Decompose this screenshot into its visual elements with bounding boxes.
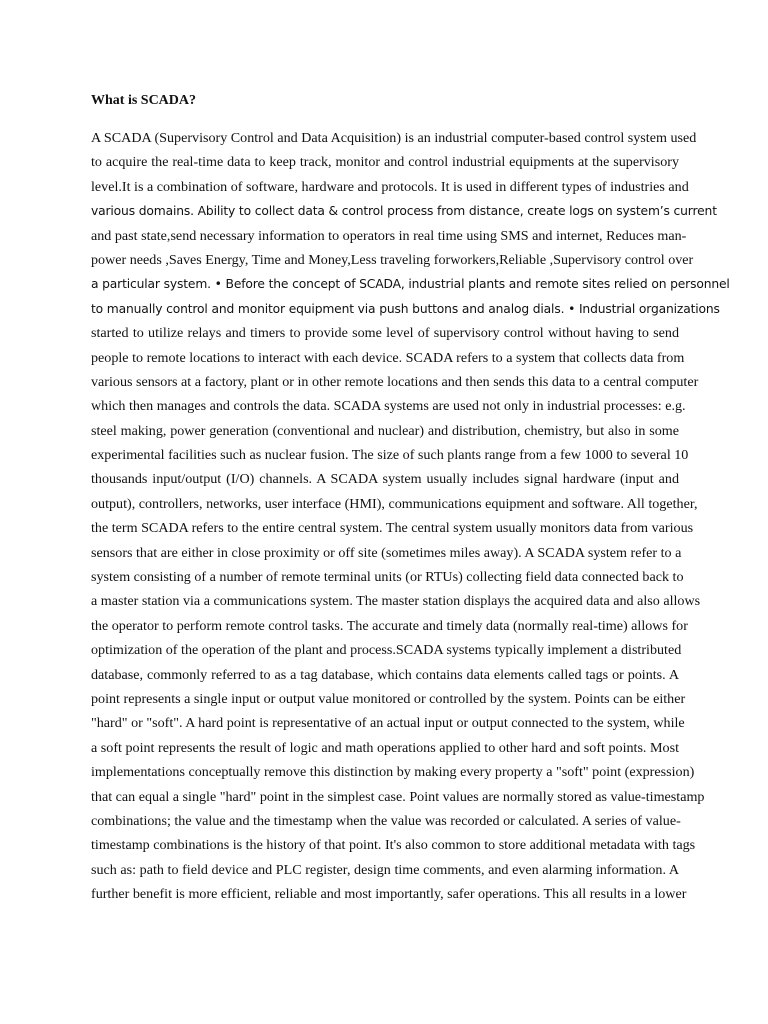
- text-line: various sensors at a factory, plant or in other remote locations and then sends this data to a central computer: [91, 373, 699, 390]
- text-line: implementations conceptually remove this distinction by making every property a "soft" point (expression): [91, 764, 695, 781]
- text-line: power needs ,Saves Energy, Time and Money,Less traveling forworkers,Reliable ,Supervisory control over: [91, 251, 694, 268]
- text-line: a master station via a communications system. The master station displays the acquired data and also allows: [91, 593, 701, 610]
- text-line: the term SCADA refers to the entire central system. The central system usually monitors data from various: [91, 520, 694, 537]
- text-line: to manually control and monitor equipment via push buttons and analog dials. • Industrial organizations: [91, 301, 720, 316]
- text-line: thousands input/output (I/O) channels. A SCADA system usually includes signal hardware (input and: [91, 471, 679, 488]
- text-line: a soft point represents the result of logic and math operations applied to other hard and soft points. Most: [91, 739, 679, 756]
- text-line: various domains. Ability to collect data & control process from distance, create logs on system’s current: [91, 204, 717, 219]
- text-line: and past state,send necessary information to operators in real time using SMS and internet, Reduces man-: [91, 227, 687, 244]
- text-line: sensors that are either in close proximity or off site (sometimes miles away). A SCADA system refer to a: [91, 544, 682, 561]
- text-line: system consisting of a number of remote terminal units (or RTUs) collecting field data connected back to: [91, 569, 684, 586]
- text-line: optimization of the operation of the plant and process.SCADA systems typically implement a distributed: [91, 642, 682, 659]
- text-line: further benefit is more efficient, reliable and most importantly, safer operations. This all results in a lower: [91, 886, 687, 903]
- document-heading: What is SCADA?: [91, 93, 197, 108]
- text-line: level.It is a combination of software, hardware and protocols. It is used in different types of industries and: [91, 178, 689, 195]
- text-line: database, commonly referred to as a tag database, which contains data elements called tags or points. A: [91, 666, 679, 683]
- text-line: such as: path to field device and PLC register, design time comments, and even alarming information. A: [91, 861, 679, 878]
- text-line: timestamp combinations is the history of that point. It's also common to store additional metadata with tags: [91, 837, 696, 854]
- text-line: to acquire the real-time data to keep track, monitor and control industrial equipments at the supervisory: [91, 154, 679, 171]
- text-line: "hard" or "soft". A hard point is representative of an actual input or output connected to the system, while: [91, 715, 685, 732]
- text-line: A SCADA (Supervisory Control and Data Acquisition) is an industrial computer-based control system used: [91, 130, 697, 146]
- text-line: people to remote locations to interact with each device. SCADA refers to a system that collects data from: [91, 349, 685, 366]
- text-line: experimental facilities such as nuclear fusion. The size of such plants range from a few 1000 to several 10: [91, 447, 689, 464]
- document-body: [91, 126, 730, 907]
- text-line: combinations; the value and the timestamp when the value was recorded or calculated. A series of value-: [91, 812, 681, 829]
- text-line: the operator to perform remote control tasks. The accurate and timely data (normally real-time) allows for: [91, 617, 688, 634]
- text-line: output), controllers, networks, user interface (HMI), communications equipment and software. All together,: [91, 495, 698, 512]
- text-line: that can equal a single "hard" point in the simplest case. Point values are normally stored as value-timestamp: [91, 788, 705, 805]
- text-line: started to utilize relays and timers to provide some level of supervisory control without having to send: [91, 325, 679, 342]
- text-line: which then manages and controls the data. SCADA systems are used not only in industrial processes: e.g.: [91, 398, 686, 415]
- text-line: point represents a single input or output value monitored or controlled by the system. Points can be either: [91, 690, 686, 707]
- text-line: steel making, power generation (conventional and nuclear) and distribution, chemistry, but also in some: [91, 422, 679, 439]
- text-line: a particular system. • Before the concept of SCADA, industrial plants and remote sites relied on personnel: [91, 277, 730, 292]
